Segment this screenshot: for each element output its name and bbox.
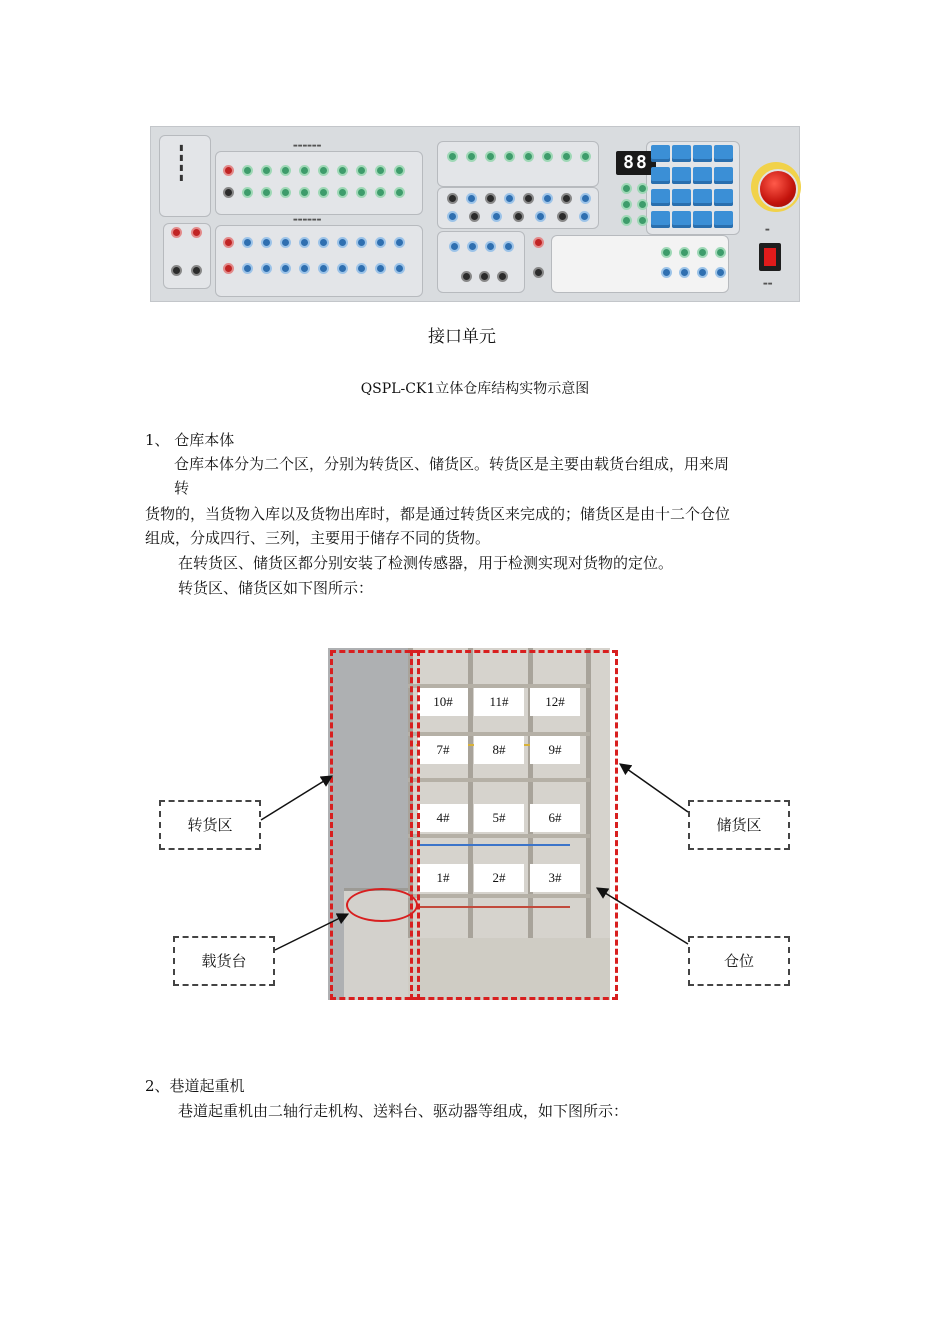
slot-label: 12# [530, 688, 580, 716]
keypad-key [714, 167, 733, 184]
slot-label: 2# [474, 864, 524, 892]
transfer-area-outline [330, 650, 420, 1000]
plc-input-jack [261, 263, 272, 274]
power-jack [191, 227, 202, 238]
slot-label: 11# [474, 688, 524, 716]
driver-jack [542, 193, 553, 204]
driver-jack [485, 193, 496, 204]
display-jack [637, 215, 648, 226]
plc-input-jack [299, 263, 310, 274]
plc-output-jack [280, 187, 291, 198]
keypad-key [651, 189, 670, 206]
driver-block [437, 187, 599, 229]
keypad-key [672, 211, 691, 228]
keypad-key [651, 211, 670, 228]
display-jack [637, 199, 648, 210]
tiny-on-label: ▬ [765, 227, 770, 233]
motion-jack [485, 151, 496, 162]
keypad-key [693, 211, 712, 228]
plc-input-jack [299, 237, 310, 248]
plc-output-jack [375, 187, 386, 198]
section1-line: 仓库本体分为二个区，分别为转货区、储货区。转货区是主要由载货台组成，用来周 [174, 455, 730, 473]
section2-heading: 2、巷道起重机 [145, 1077, 245, 1095]
plc-output-jack [223, 165, 234, 176]
callout-storage-area: 储货区 [688, 800, 790, 850]
section1-line: 货物的，当货物入库以及货物出库时，都是通过转货区来完成的；储货区是由十二个仓位 [145, 505, 731, 523]
driver-jack [535, 211, 546, 222]
tiny-output-title: ▬▬▬▬▬▬ [293, 143, 322, 149]
plc-output-jack [261, 165, 272, 176]
driver-jack [491, 211, 502, 222]
power-jack [171, 227, 182, 238]
slot-label: 6# [530, 804, 580, 832]
plc-output-jack [299, 165, 310, 176]
plc-input-jack [318, 237, 329, 248]
plc-output-jack [280, 165, 291, 176]
keypad-key [693, 167, 712, 184]
section2-line: 巷道起重机由二轴行走机构、送料台、驱动器等组成，如下图所示： [178, 1102, 629, 1120]
switch-jack [449, 241, 460, 252]
driver-jack [513, 211, 524, 222]
plc-output-jack [356, 165, 367, 176]
matrix-jack [661, 247, 672, 258]
switch-jack [485, 241, 496, 252]
plc-input-jack [337, 237, 348, 248]
carrier-highlight-ellipse [346, 888, 418, 922]
toggle-switch [461, 271, 472, 282]
keypad-key [714, 189, 733, 206]
matrix-jack [697, 267, 708, 278]
interface-unit-photo [150, 126, 800, 302]
motion-jack [580, 151, 591, 162]
plc-input-jack [223, 263, 234, 274]
keypad-key [693, 145, 712, 162]
switch-jack [467, 241, 478, 252]
keypad-key [651, 145, 670, 162]
plc-output-jack [375, 165, 386, 176]
plc-output-jack [394, 165, 405, 176]
panel-brand-label: ▮▮▮▮ [177, 143, 186, 183]
callout-slot: 仓位 [688, 936, 790, 986]
switch-jack [503, 241, 514, 252]
section1-line: 转 [174, 479, 190, 497]
keypad-key [714, 145, 733, 162]
plc-input-jack [356, 237, 367, 248]
plc-output-jack [299, 187, 310, 198]
keypad-key [672, 167, 691, 184]
tiny-input-title: ▬▬▬▬▬▬ [293, 217, 322, 223]
motion-jack [504, 151, 515, 162]
slot-label: 1# [418, 864, 468, 892]
section1-line: 在转货区、储货区都分别安装了检测传感器，用于检测实现对货物的定位。 [178, 554, 674, 572]
power-switch-rocker [764, 248, 776, 266]
plc-input-jack [280, 263, 291, 274]
slot-label: 8# [474, 736, 524, 764]
plc-output-jack [356, 187, 367, 198]
matrix-block [551, 235, 729, 293]
callout-transfer-area: 转货区 [159, 800, 261, 850]
keypad-key [693, 189, 712, 206]
emergency-stop-button [758, 169, 798, 209]
slot-label: 7# [418, 736, 468, 764]
plc-input-jack [242, 263, 253, 274]
section1-line: 转货区、储货区如下图所示： [178, 579, 374, 597]
slot-label: 4# [418, 804, 468, 832]
toggle-switch [479, 271, 490, 282]
motion-jack [466, 151, 477, 162]
driver-jack [504, 193, 515, 204]
motion-block [437, 141, 599, 187]
plc-output-jack [261, 187, 272, 198]
motion-jack [561, 151, 572, 162]
plc-input-jack [394, 263, 405, 274]
motion-jack [447, 151, 458, 162]
plc-input-jack [242, 237, 253, 248]
plc-input-jack [223, 237, 234, 248]
plc-input-jack [394, 237, 405, 248]
slot-label: 9# [530, 736, 580, 764]
keypad-key [714, 211, 733, 228]
plc-output-jack [242, 165, 253, 176]
display-jack [621, 215, 632, 226]
slot-label: 10# [418, 688, 468, 716]
plc-input-jack [356, 263, 367, 274]
driver-jack [469, 211, 480, 222]
plc-input-jack [318, 263, 329, 274]
tiny-off-label: ▬▬ [763, 281, 773, 287]
display-jack [621, 183, 632, 194]
plc-output-jack [223, 187, 234, 198]
plc-input-jack [261, 237, 272, 248]
matrix-jack [679, 267, 690, 278]
plc-output-jack [318, 165, 329, 176]
switch-block [437, 231, 525, 293]
storage-area-outline [410, 650, 618, 1000]
section1-line: 组成，分成四行、三列，主要用于储存不同的货物。 [145, 529, 491, 547]
driver-jack [579, 211, 590, 222]
display-jack [621, 199, 632, 210]
plc-input-jack [280, 237, 291, 248]
toggle-switch [497, 271, 508, 282]
power-jack [191, 265, 202, 276]
matrix-jack [715, 267, 726, 278]
slot-label: 5# [474, 804, 524, 832]
keypad-key [672, 189, 691, 206]
plc-output-jack [242, 187, 253, 198]
matrix-jack [715, 247, 726, 258]
driver-jack [557, 211, 568, 222]
motion-jack [542, 151, 553, 162]
digit-display: 88 [616, 151, 656, 175]
indicator-jack [533, 237, 544, 248]
plc-output-block [215, 151, 423, 215]
figure-title: QSPL-CK1立体仓库结构实物示意图 [360, 381, 590, 397]
driver-jack [447, 193, 458, 204]
interface-unit-caption: 接口单元 [428, 327, 496, 347]
driver-jack [466, 193, 477, 204]
plc-input-jack [337, 263, 348, 274]
plc-output-jack [394, 187, 405, 198]
motion-jack [523, 151, 534, 162]
section1-heading: 1、 仓库本体 [145, 431, 235, 449]
driver-jack [580, 193, 591, 204]
driver-jack [447, 211, 458, 222]
plc-output-jack [337, 165, 348, 176]
driver-jack [523, 193, 534, 204]
plc-input-block [215, 225, 423, 297]
matrix-jack [697, 247, 708, 258]
arrow-to-transfer-area [261, 776, 332, 820]
arrow-to-storage-area [620, 764, 688, 812]
plc-input-jack [375, 237, 386, 248]
slot-label: 3# [530, 864, 580, 892]
plc-output-jack [318, 187, 329, 198]
keypad-key [672, 145, 691, 162]
power-jack [171, 265, 182, 276]
driver-jack [561, 193, 572, 204]
plc-input-jack [375, 263, 386, 274]
matrix-jack [679, 247, 690, 258]
indicator-jack [533, 267, 544, 278]
plc-output-jack [337, 187, 348, 198]
matrix-jack [661, 267, 672, 278]
power-switch [759, 243, 781, 271]
display-jack [637, 183, 648, 194]
callout-carrier: 载货台 [173, 936, 275, 986]
keypad-key [651, 167, 670, 184]
